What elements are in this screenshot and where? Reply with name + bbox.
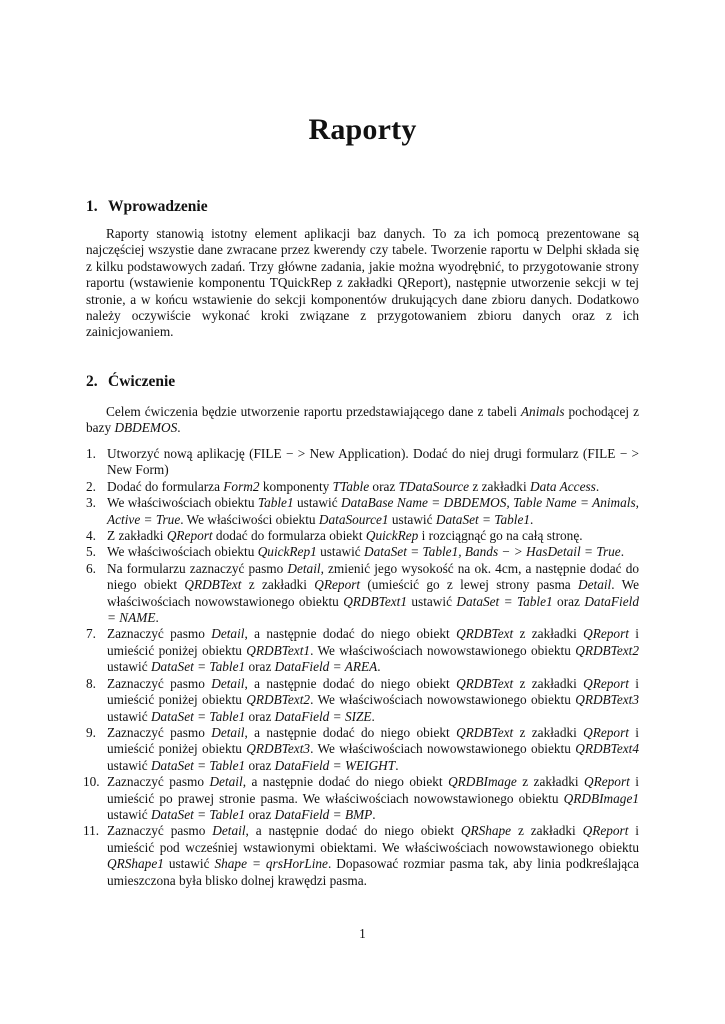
italic-term: QRDBText4 (575, 741, 639, 757)
italic-term: QReport (582, 823, 629, 839)
text-run: z zakładki (241, 577, 315, 593)
text-run: . (371, 708, 375, 724)
list-item-number: 2. (86, 478, 96, 494)
list-item (83, 774, 639, 823)
text-run: , zmienić jego wysokość na ok. 4cm, a następnie dodać do niego obiekt (107, 560, 639, 593)
text-run: oraz (245, 659, 275, 675)
text-run: We właściwościach obiektu (107, 495, 258, 511)
text-run: . We właściwościach nowowstawionego obiektu (310, 741, 576, 757)
exercise-intro-paragraph (86, 404, 639, 437)
text-run: . (530, 511, 534, 527)
list-item-number: 8. (86, 675, 96, 691)
text-run: komponenty (259, 478, 333, 494)
text-run: . (372, 806, 376, 822)
italic-term: QuickRep (365, 528, 419, 544)
italic-term: QRDBText2 (575, 642, 639, 658)
list-item (86, 561, 639, 627)
text-run: z zakładki (516, 774, 585, 790)
italic-term: QRShape1 (107, 856, 164, 872)
italic-term: Detail (212, 823, 246, 839)
list-item (86, 528, 639, 544)
text-run: Dodać do formularza (107, 478, 224, 494)
text-run: oraz (552, 593, 585, 609)
text-run: ustawić (107, 757, 151, 773)
italic-term: DataField = AREA (274, 659, 378, 675)
italic-term: DBDEMOS (114, 420, 178, 436)
document-title: Raporty (308, 113, 417, 146)
text-run: i umieścić poniżej obiektu (107, 724, 639, 757)
exercise-steps-list (83, 446, 640, 889)
text-run: oraz (245, 708, 275, 724)
text-run: . (377, 659, 381, 675)
text-run: , a następnie dodać do niego obiekt (244, 675, 457, 691)
section-title: Ćwiczenie (108, 373, 176, 390)
italic-term: Shape = qrsHorLine (214, 856, 328, 872)
text-run: z zakładki (513, 675, 584, 691)
text-run: , a następnie dodać do niego obiekt (244, 626, 457, 642)
italic-term: DataBase Name = DBDEMOS, Table Name = Animals, Active = True (107, 495, 639, 527)
italic-term: QRShape (460, 823, 512, 839)
text-run: Utworzyć nową aplikację (FILE − > New Application). Dodać do niej drugi formularz (FILE − > New Form) (107, 446, 639, 478)
text-run: Zaznaczyć pasmo (107, 724, 212, 740)
text-run: z zakładki (513, 626, 584, 642)
text-run: i umieścić po prawej stronie pasma. We właściwościach nowowstawionego obiektu (107, 774, 639, 806)
italic-term: Detail (287, 560, 321, 576)
text-run: ustawić (107, 659, 151, 675)
italic-term: DataField = WEIGHT (274, 757, 396, 773)
italic-term: QRDBText1 (246, 642, 311, 658)
text-run: oraz (245, 757, 275, 773)
italic-term: DataField = NAME (107, 593, 639, 626)
text-run: Zaznaczyć pasmo (107, 823, 213, 839)
list-item-number: 5. (86, 544, 96, 560)
list-item-number: 10. (83, 774, 100, 790)
italic-term: DataField = SIZE (274, 708, 372, 724)
italic-term: QRDBText3 (246, 741, 311, 757)
text-run: , a następnie dodać do niego obiekt (244, 724, 457, 740)
text-run: z zakładki (513, 724, 584, 740)
text-run: Zaznaczyć pasmo (107, 675, 212, 691)
text-run: ustawić (163, 856, 215, 872)
text-run: pochodącej z bazy (86, 404, 639, 436)
italic-term: QRDBImage (448, 774, 517, 790)
text-run: ustawić (107, 806, 151, 822)
text-run: ustawić (293, 495, 342, 511)
text-run: oraz (369, 478, 399, 494)
text-run: (umieścić go z lewej strony pasma (360, 577, 578, 593)
text-run: . (177, 420, 181, 436)
italic-term: Form2 (223, 478, 260, 494)
text-run: i umieścić poniżej obiektu (107, 675, 639, 708)
italic-term: TDataSource (398, 478, 470, 494)
italic-term: DataField = BMP (274, 806, 373, 822)
text-run: i rozciągnąć go na całą stronę. (418, 528, 583, 544)
list-item (86, 479, 639, 495)
italic-term: Detail (211, 626, 245, 642)
list-item (86, 495, 639, 528)
italic-term: QRDBText (184, 577, 242, 593)
list-item (86, 544, 639, 560)
italic-term: Table1 (257, 495, 294, 511)
text-run: z zakładki (469, 478, 530, 494)
italic-term: Detail (211, 724, 245, 740)
text-run: ustawić (406, 593, 457, 609)
text-run: i umieścić poniżej obiektu (107, 626, 639, 658)
text-run: Zaznaczyć pasmo (107, 626, 212, 642)
list-item (86, 725, 639, 774)
italic-term: QRDBText (456, 675, 514, 691)
text-run: Z zakładki (107, 528, 167, 544)
italic-term: QRDBImage1 (563, 790, 639, 806)
italic-term: DataSet = Table1 (456, 593, 553, 609)
list-item (86, 676, 639, 725)
italic-term: DataSource1 (318, 511, 389, 527)
text-run: ustawić (316, 544, 365, 560)
italic-term: QuickRep1 (257, 544, 317, 560)
text-run: . Dopasować rozmiar pasma tak, aby linia podkreślająca umieszczona była blisko dolnej krawędzi pasma. (107, 856, 639, 888)
page-number: 1 (359, 926, 366, 941)
text-run: . (620, 544, 625, 560)
list-item-number: 1. (86, 446, 96, 461)
section-number: 1. (86, 198, 98, 215)
text-run: We właściwościach obiektu (107, 544, 258, 560)
text-run: . We właściwościach nowowstawionego obiektu (310, 692, 576, 708)
text-run: . We właściwościach nowowstawionego obiektu (107, 577, 640, 609)
list-item-number: 9. (86, 724, 96, 740)
section-title: Wprowadzenie (108, 198, 208, 215)
italic-term: Animals (520, 404, 565, 419)
italic-term: QReport (583, 675, 629, 691)
italic-term: QReport (584, 774, 630, 790)
italic-term: QReport (583, 626, 629, 642)
italic-term: QReport (166, 528, 213, 544)
list-item-number: 6. (86, 560, 96, 576)
list-item (86, 626, 639, 675)
italic-term: DataSet = Table1 (150, 659, 246, 675)
italic-term: QRDBText1 (343, 593, 407, 609)
text-run: Zaznaczyć pasmo (107, 774, 210, 790)
italic-term: Detail (578, 577, 612, 593)
text-run: . We właściwościach nowowstawionego obiektu (310, 642, 576, 658)
text-run: . (595, 478, 600, 494)
section-number: 2. (86, 373, 98, 390)
list-item-number: 11. (83, 823, 100, 839)
italic-term: QReport (583, 724, 629, 740)
italic-term: Detail (209, 774, 243, 790)
section-heading-exercise (86, 373, 175, 391)
italic-term: DataSet = Table1 (150, 757, 246, 773)
list-item-number: 4. (86, 528, 96, 544)
text-run: oraz (245, 806, 275, 822)
text-run: , a następnie dodać do niego obiekt (242, 774, 449, 790)
list-item-number: 7. (86, 626, 96, 642)
text-run: . (155, 610, 159, 626)
text-run: Celem ćwiczenia będzie utworzenie raportu przedstawiającego dane z tabeli (106, 404, 521, 419)
italic-term: DataSet = Table1 (150, 708, 246, 724)
text-run: i umieścić pod wcześniej wstawionymi obiektami. We właściwościach nowowstawionego obiektu (107, 823, 639, 855)
section-heading-introduction (86, 198, 208, 216)
italic-term: Detail (211, 675, 245, 691)
list-item (86, 446, 639, 479)
italic-term: QRDBText (456, 626, 514, 642)
list-item (83, 823, 639, 889)
text-run: z zakładki (511, 823, 583, 839)
italic-term: QRDBText3 (575, 692, 639, 708)
text-run: . We właściwości obiektu (180, 511, 319, 527)
italic-term: DataSet = Table1, Bands − > HasDetail = True (364, 544, 621, 560)
introduction-paragraph: Raporty stanowią istotny element aplikacji baz danych. To za ich pomocą prezentowane są najczęściej wszystie dane zwracane przez kwerendy czy tabele. Tworzenie raportu w Delphi składa się z kilku podstawowych zadań. Trzy główne zadania, jakie można wyodrębnić, to przygotowanie strony raportu (wstawienie komponentu TQuickRep z zakładki QReport), następnie utworzenie sekcji w tej stronie, a w końcu wstawienie do sekcji komponentów drukujących dane zbioru danych. Dodatkowo należy oczywiście wykonać kroki związane z przygotowaniem zbioru danych oraz z ich zainicjowaniem. (86, 226, 639, 340)
italic-term: QReport (314, 577, 361, 593)
italic-term: DataSet = Table1 (435, 511, 531, 527)
text-run: . (395, 757, 399, 773)
italic-term: QRDBText2 (246, 692, 311, 708)
text-run: , a następnie dodać do niego obiekt (245, 823, 461, 839)
italic-term: Data Access (529, 478, 596, 494)
text-run: ustawić (107, 708, 151, 724)
italic-term: QRDBText (456, 724, 514, 740)
italic-term: TTable (332, 478, 370, 494)
text-run: dodać do formularza obiekt (212, 528, 366, 544)
text-run: ustawić (388, 511, 436, 527)
text-run: Na formularzu zaznaczyć pasmo (107, 560, 288, 576)
list-item-number: 3. (86, 495, 96, 511)
italic-term: DataSet = Table1 (150, 806, 246, 822)
